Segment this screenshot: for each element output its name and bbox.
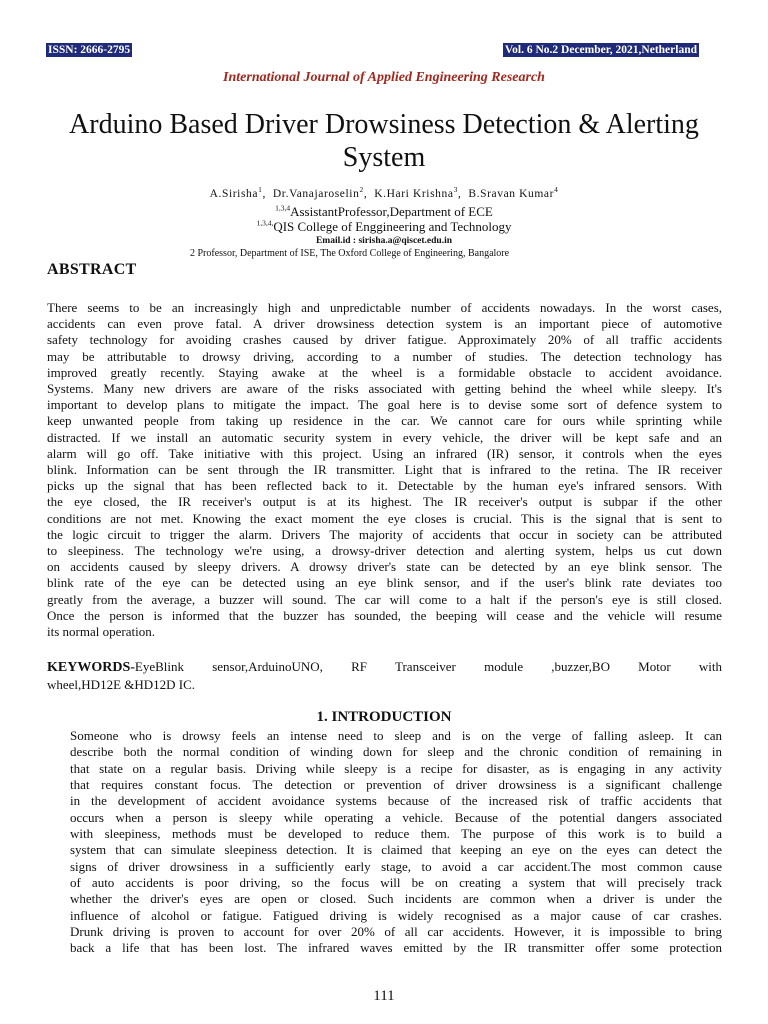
affiliation-sup: 1,3,4 — [275, 203, 291, 213]
abstract-line: alarm will go off. Take initiative with this project. Using an infrared (IR) sensor, it controls when the eyes — [47, 445, 722, 461]
abstract-line: keep unwanted people from taking up residence in the car. We cannot care for ours while sprinting while — [47, 413, 722, 429]
author-sup: 2 — [359, 185, 364, 195]
author-name: A.Sirisha — [209, 188, 259, 200]
abstract-line: safety technology for avoiding crashes caused by driver fatigue. Approximately 20% of all traffic accidents — [47, 332, 722, 348]
keywords-block — [47, 658, 722, 693]
author-name: B.Sravan Kumar — [468, 188, 555, 200]
intro-line: whether the driver's eyes are open or closed. Such incidents are common when a driver is under the — [70, 891, 722, 907]
intro-line: of auto accidents is poor driving, so the focus will be on creating a system that will precisely track — [70, 875, 722, 891]
keywords-label: KEYWORDS- — [47, 660, 135, 675]
author-sup: 1 — [258, 185, 263, 195]
introduction-heading: 1. INTRODUCTION — [316, 709, 452, 725]
intro-line: with sleepiness, methods must be developed to reduce them. The purpose of this work is to build a — [70, 826, 722, 842]
author-name: K.Hari Krishna — [374, 188, 454, 200]
issn-banner: ISSN: 2666-2795 — [48, 44, 131, 56]
intro-line: back a life that has been lost. The infrared waves emitted by the IR transmitter offer some protection — [70, 940, 722, 956]
intro-line: occurs when a person is sleepy while operating a vehicle. Because of the potential dangers associated — [70, 809, 722, 825]
abstract-line: greatly from the average, a buzzer will sound. The car will come to a halt if the person's eye is still closed. — [47, 591, 722, 607]
abstract-line: conditions are not met. Knowing the exact moment the eye closes is crucial. This is the signal that is sent to — [47, 510, 722, 526]
abstract-line: may be attributable to drowsy driving, according to a number of studies. The detection technology has — [47, 348, 722, 364]
keywords-text: wheel,HD12E &HD12D IC. — [47, 677, 196, 692]
abstract-line: distracted. If we install an automatic security system in every vehicle, the driver will be kept safe and an — [47, 429, 722, 445]
affiliation-professor: 2 Professor, Department of ISE, The Oxford College of Engineering, Bangalore — [190, 248, 510, 259]
abstract-line: picks up the signal that has been reflected back to it. Detectable by the human eye's infrared sensors. With — [47, 478, 722, 494]
intro-line: describe both the normal condition of winding down for sleep and the chronic condition of remaining in — [70, 744, 722, 760]
affiliation-department — [0, 204, 768, 220]
intro-line: signs of driver drowsiness in a sufficiently early stage, to avoid a car accident.The most common cause — [70, 858, 722, 874]
abstract-line: its normal operation. — [47, 624, 155, 640]
abstract-line: on accidents caused by sleepy drivers. A drowsy driver's state can be detected by an eye blink sensor. The — [47, 559, 722, 575]
affiliation-text: QIS College of Enggineering and Technology — [273, 219, 512, 234]
affiliation-sup: 1,3,4, — [256, 218, 274, 228]
intro-line: in the development of accident avoidance systems because of the increased risk of traffic accidents that — [70, 793, 722, 809]
affiliation-text: AssistantProfessor,Department of ECE — [290, 204, 493, 219]
intro-line: Someone who is drowsy feels an intense need to sleep and is on the verge of falling asleep. It can — [70, 728, 722, 743]
volume-banner: Vol. 6 No.2 December, 2021,Netherland — [504, 44, 697, 56]
abstract-line: Systems. Many new drivers are aware of the risks associated with getting behind the wheel while sleepy. It's — [47, 381, 722, 397]
abstract-body — [47, 300, 722, 640]
intro-line: influence of alcohol or fatigue. Fatigued driving is widely recognised as a major cause of car crashes. — [70, 907, 722, 923]
intro-line: that requires constant focus. The detection or prevention of driver drowsiness is a significant challenge — [70, 777, 722, 793]
paper-title: Arduino Based Driver Drowsiness Detection & Alerting System — [69, 109, 699, 173]
intro-line: that state on a regular basis. Driving while sleepy is a recipe for disaster, as is engaging in any activity — [70, 760, 722, 776]
author-sup: 4 — [554, 185, 559, 195]
journal-name: International Journal of Applied Engineering Research — [223, 70, 545, 85]
author-email: Email.id : sirisha.a@qiscet.edu.in — [315, 236, 453, 246]
abstract-line: There seems to be an increasingly high and unpredictable number of accidents nowadays. In the worst cases, — [47, 300, 722, 315]
author-sup: 3 — [453, 185, 458, 195]
author-name: Dr.Vanajaroselin — [272, 188, 360, 200]
abstract-line: to sleepiness. The technology we're using, a drowsy-driver detection and alerting system, helps us cut down — [47, 543, 722, 559]
intro-line: Drunk driving is proven to account for over 20% of all car accidents. However, it is impossible to bring — [70, 924, 722, 940]
intro-line: system that can simulate sleepiness detection. It is claimed that keeping an eye on the eyes can detect the — [70, 842, 722, 858]
abstract-line: accidents can even prove fatal. A driver drowsiness detection system is an important piece of automotive — [47, 316, 722, 332]
abstract-line: important to develop plans to mitigate the impact. The goal here is to devise some sort of defence system to — [47, 397, 722, 413]
keywords-text: EyeBlink sensor,ArduinoUNO, RF Transceiver module ,buzzer,BO Motor with — [134, 659, 722, 674]
abstract-line: the eye closed, the IR receiver's output is at its highest. The IR receiver's output is subpar if the other — [47, 494, 722, 510]
author-list: A.Sirisha$^1$, Dr.Vanajaroselin$^2$, K.Hari Krishna$^3$, B.Sravan Kumar$^4$ — [209, 185, 559, 200]
abstract-line: Once the person is informed that the buzzer has sounded, the beeping will cease and the vehicle will resume — [47, 607, 722, 623]
affiliation-college — [0, 219, 768, 235]
abstract-line: blink rate of the eye can be detected using an eye blink sensor, and if the user's blink rate deviates too — [47, 575, 722, 591]
abstract-line: improved greatly recently. Staying awake at the wheel is a formidable obstacle to accident avoidance. — [47, 364, 722, 380]
introduction-body — [70, 728, 722, 957]
page-number: 111 — [373, 988, 395, 1004]
abstract-line: the logic circuit to trigger the alarm. Drivers The majority of accidents that occur in society can be attributed — [47, 526, 722, 542]
abstract-heading: ABSTRACT — [47, 261, 137, 278]
abstract-line: blink. Information can be sent through the IR transmitter. Light that is infrared to the retina. The IR receiver — [47, 462, 722, 478]
